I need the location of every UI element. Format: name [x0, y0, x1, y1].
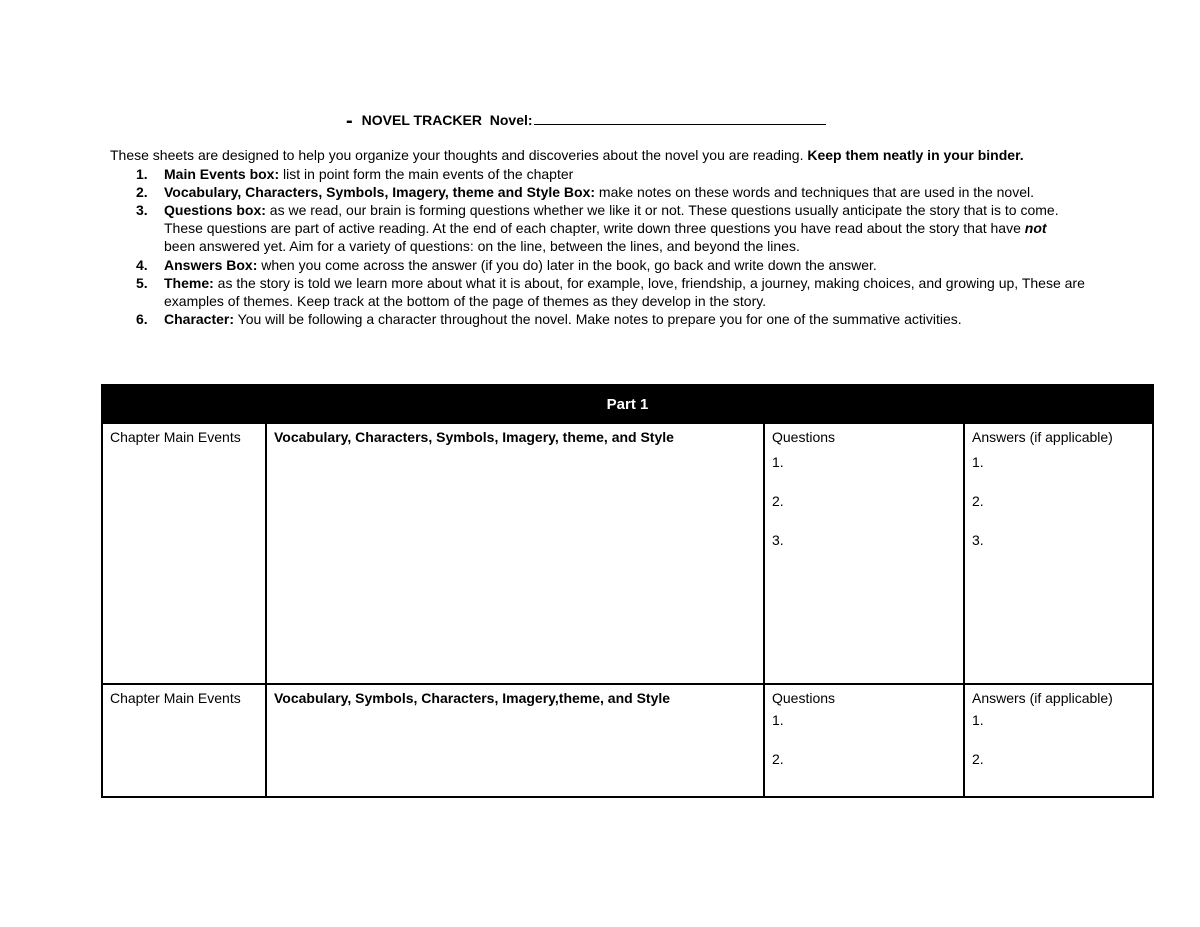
instruction-item: [110, 274, 1098, 310]
tracker-title: NOVEL TRACKER: [361, 112, 482, 128]
question-number: 2.: [772, 751, 784, 767]
instruction-text: make notes on these words and techniques that are used in the novel.: [595, 183, 1034, 200]
question-number: 1.: [772, 454, 784, 470]
instruction-term: Questions box:: [164, 201, 266, 218]
vocabulary-cell[interactable]: [266, 684, 764, 797]
part-header: Part 1: [102, 385, 1153, 423]
table-row: [102, 423, 1153, 684]
instruction-term: Character:: [164, 311, 235, 328]
intro-text: These sheets are designed to help you organize your thoughts and discoveries about the novel you are reading.: [110, 147, 804, 163]
instruction-text: list in point form the main events of the chapter: [279, 165, 574, 182]
answer-number: 3.: [972, 532, 984, 548]
answers-cell[interactable]: [964, 423, 1153, 684]
instruction-text: when you come across the answer (if you do) later in the book, go back and write down the answer.: [257, 256, 877, 273]
chapter-main-events-cell[interactable]: [102, 684, 266, 797]
question-number: 1.: [772, 712, 784, 728]
answer-number: 1.: [972, 712, 984, 728]
instruction-number: 5.: [136, 274, 148, 291]
instruction-list: [110, 165, 1085, 329]
answers-cell[interactable]: [964, 684, 1153, 797]
question-number: 2.: [772, 493, 784, 509]
instruction-text-after: been answered yet. Aim for a variety of questions: on the line, between the lines, and beyond the lines.: [164, 238, 800, 255]
instruction-number: 3.: [136, 201, 148, 218]
chapter-main-events-label: Chapter Main Events: [110, 429, 241, 445]
chapter-main-events-cell[interactable]: [102, 423, 266, 684]
questions-cell[interactable]: [764, 423, 964, 684]
title-dash: -: [346, 110, 353, 132]
instruction-item: [110, 256, 1060, 274]
instruction-number: 2.: [136, 183, 148, 200]
instruction-number: 6.: [136, 311, 148, 328]
questions-cell[interactable]: [764, 684, 964, 797]
instruction-emphasis: not: [1024, 220, 1047, 237]
answer-number: 2.: [972, 751, 984, 767]
instruction-number: 1.: [136, 165, 148, 182]
chapter-main-events-label: Chapter Main Events: [110, 690, 241, 706]
questions-label: Questions: [772, 429, 836, 445]
answer-number: 2.: [972, 493, 984, 509]
instruction-term: Theme:: [164, 274, 214, 291]
document-title: [346, 110, 826, 133]
instructions-section: [110, 146, 1085, 328]
novel-name-blank-line[interactable]: [534, 112, 826, 125]
questions-label: Questions: [772, 690, 836, 706]
instruction-term: Main Events box:: [164, 165, 280, 182]
answer-number: 1.: [972, 454, 984, 470]
instruction-term: Vocabulary, Characters, Symbols, Imagery, theme and Style Box:: [164, 183, 596, 200]
vocabulary-cell[interactable]: [266, 423, 764, 684]
instruction-item: [110, 183, 1100, 201]
instruction-item: [110, 310, 1060, 328]
novel-tracker-table: [101, 384, 1154, 798]
instruction-term: Answers Box:: [164, 256, 258, 273]
instruction-item: [110, 201, 1060, 256]
instruction-text: You will be following a character throughout the novel. Make notes to prepare you for one of the summative activities.: [234, 311, 962, 328]
question-number: 3.: [772, 532, 784, 548]
vocabulary-label: Vocabulary, Characters, Symbols, Imagery, theme, and Style: [274, 429, 674, 445]
intro-paragraph: [110, 146, 1060, 165]
instruction-number: 4.: [136, 256, 148, 273]
vocabulary-label: Vocabulary, Symbols, Characters, Imagery,theme, and Style: [274, 690, 671, 706]
table-row: [102, 684, 1153, 797]
answers-label: Answers (if applicable): [972, 690, 1113, 706]
answers-label: Answers (if applicable): [972, 429, 1113, 445]
novel-label: Novel:: [489, 112, 533, 128]
instruction-text: as the story is told we learn more about what it is about, for example, love, friendship, a journey, making choices, and growing up, These are examples of themes. Keep track at the bottom of the page of themes as they develop in the story.: [164, 274, 1085, 309]
intro-bold-text: Keep them neatly in your binder.: [807, 147, 1024, 163]
instruction-item: [110, 165, 1060, 183]
instruction-text: as we read, our brain is forming questions whether we like it or not. These questions usually anticipate the story that is to come. These questions are part of active reading. At the end of each chapter, write down three questions you have read about the story that have: [164, 201, 1059, 237]
